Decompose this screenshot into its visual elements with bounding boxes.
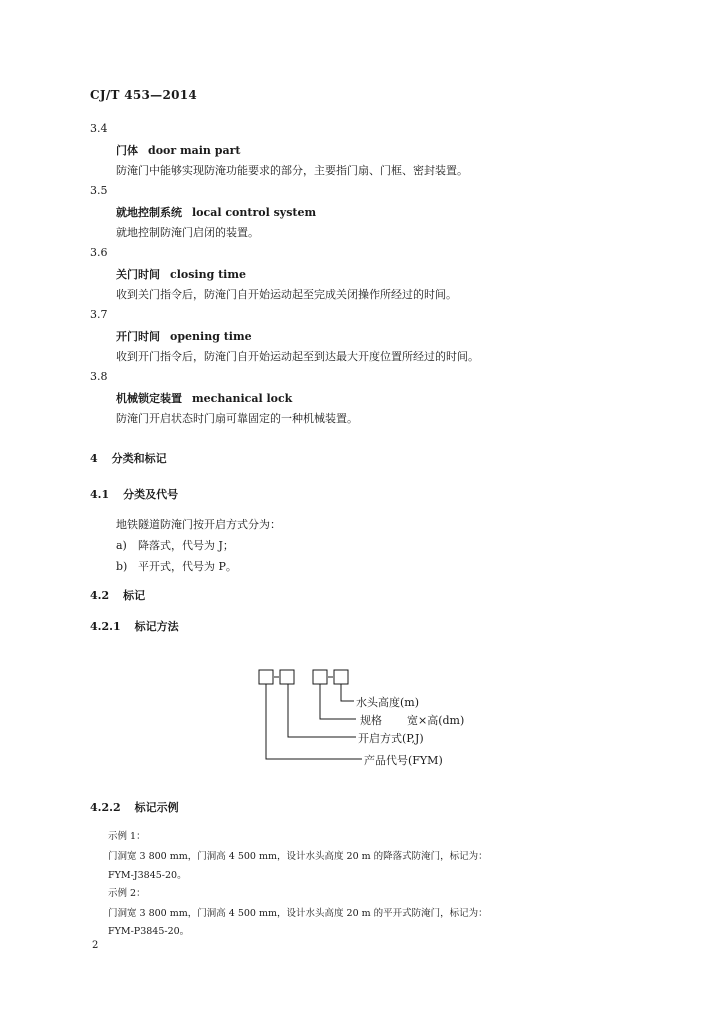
term-zh: 就地控制系统 [116,206,182,219]
section-title: 标记示例 [134,801,179,814]
section-title: 标记方法 [134,620,179,633]
term-definition: 防淹门开启状态时门扇可靠固定的一种机械装置。 [116,412,358,425]
leader-product [266,684,362,759]
example-label: 示例 2： [108,888,146,899]
section-number: 4 [90,452,98,465]
list-marker: b) [116,560,128,573]
term-zh: 门体 [116,144,138,157]
term-definition: 收到开门指令后，防淹门自开始运动起至到达最大开度位置所经过的时间。 [116,350,479,363]
term-number: 3.4 [90,122,108,135]
section-number: 4.2.2 [90,801,121,814]
code-box-opening [280,670,294,684]
label-width-height: 宽×高(dm) [407,714,465,727]
standard-id: CJ/T 453—2014 [90,88,198,102]
term-zh: 开门时间 [116,330,160,343]
example-text: 门洞宽 3 800 mm，门洞高 4 500 mm，设计水头高度 20 m 的降落式防淹门，标记为： [108,851,488,862]
label-opening-mode: 开启方式(P,J) [358,732,424,745]
leader-head [341,684,354,701]
term-definition: 防淹门中能够实现防淹功能要求的部分，主要指门扇、门框、密封装置。 [116,164,468,177]
term-number: 3.5 [90,184,108,197]
list-text: 平开式，代号为 P。 [138,560,237,573]
list-marker: a) [116,539,127,552]
section-title: 分类及代号 [123,488,179,501]
term-en: door main part [148,144,241,157]
code-box-product [259,670,273,684]
term-number: 3.6 [90,246,108,259]
page-number: 2 [92,940,99,951]
term-en: opening time [170,330,252,343]
term-definition: 就地控制防淹门启闭的装置。 [116,226,259,239]
term-zh: 机械锁定装置 [116,392,182,405]
section-number: 4.2.1 [90,620,121,633]
label-head-height: 水头高度(m) [356,696,420,709]
section-number: 4.2 [90,589,110,602]
term-definition: 收到关门指令后，防淹门自开始运动起至完成关闭操作所经过的时间。 [116,288,457,301]
term-number: 3.7 [90,308,108,321]
classification-intro: 地铁隧道防淹门按开启方式分为： [116,518,281,531]
code-box-size [313,670,327,684]
term-zh: 关门时间 [116,268,160,281]
term-en: local control system [192,206,317,219]
label-spec: 规格 [360,714,382,727]
example-label: 示例 1： [108,831,146,842]
code-box-head [334,670,348,684]
section-number: 4.1 [90,488,110,501]
list-text: 降落式，代号为 J； [138,539,234,552]
example-code: FYM-P3845-20。 [108,926,190,937]
leader-opening [288,684,356,737]
section-title: 标记 [123,589,146,602]
term-en: mechanical lock [192,392,293,405]
label-product-code: 产品代号(FYM) [364,754,443,767]
example-code: FYM-J3845-20。 [108,870,187,881]
section-title: 分类和标记 [111,452,167,465]
example-text: 门洞宽 3 800 mm，门洞高 4 500 mm，设计水头高度 20 m 的平开式防淹门，标记为： [108,908,488,919]
subsection-heading [90,799,179,815]
term-en: closing time [170,268,247,281]
term-number: 3.8 [90,370,108,383]
